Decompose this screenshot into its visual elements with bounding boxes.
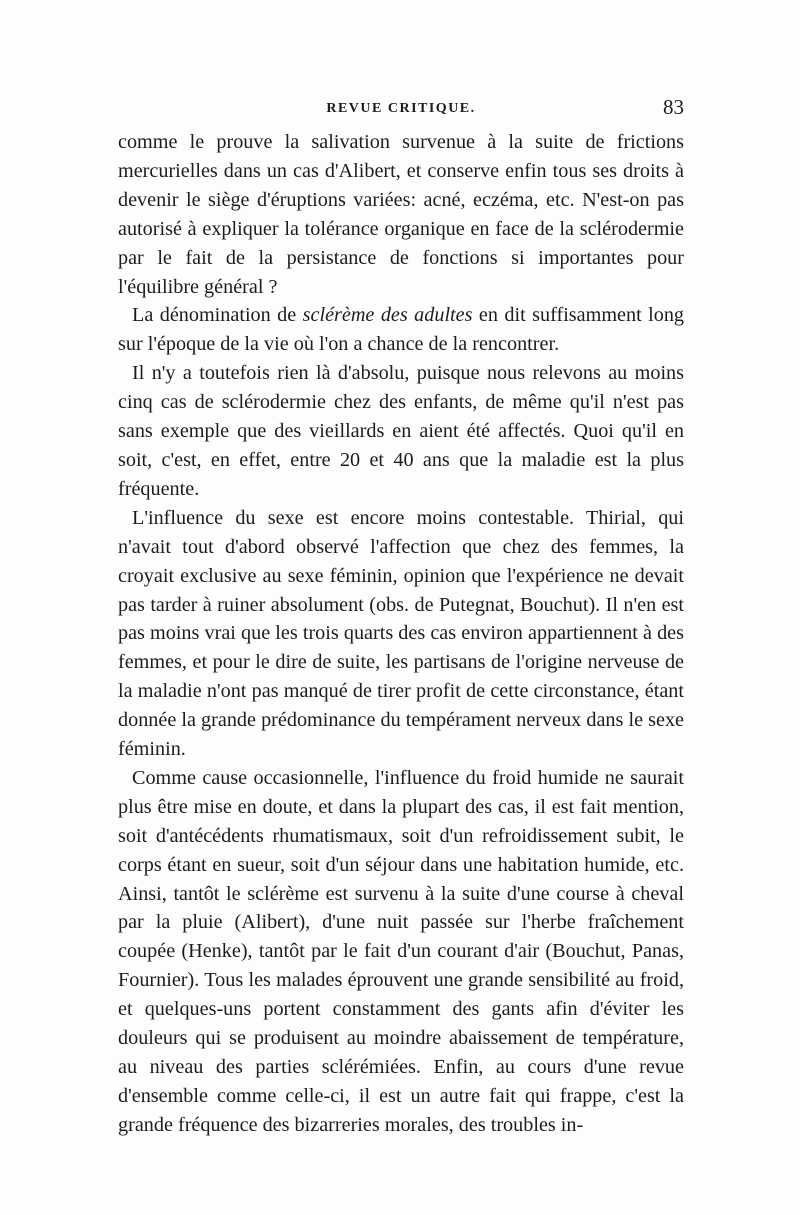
running-title: REVUE CRITIQUE. <box>326 101 476 116</box>
paragraph-2-after: en dit suffisamment long sur l'époque de la vie où l'on a chance de la rencontrer. <box>118 304 685 356</box>
paragraph-2-before: La dénomination de <box>132 304 303 327</box>
paragraph-1-text: comme le prouve la salivation survenue à la suite de frictions mercurielles dans un cas d'Alibert, et conserve enfin tous ses droits à devenir le siège d'éruptions variées: acné, eczéma, etc. N'est-on pas autorisé à expliquer la tolérance organique en face de la sclérodermie par le fait de la persistance de fonctions si importantes pour l'équilibre général ? <box>118 131 684 298</box>
page-number: 83 <box>663 95 684 119</box>
paragraph-5: Comme cause occasionnelle, l'influence du froid humide ne saurait plus être mise en doute, et dans la plupart des cas, il est fait mention, soit d'antécédents rhumatismaux, soit d'un refroidissement subit, le corps étant en sueur, soit d'un séjour dans une habitation humide, etc. Ainsi, tantôt le sclérème est survenu à la suite d'une course à cheval par la pluie (Alibert), d'une nuit passée sur l'herbe fraîchement coupée (Henke), tantôt par le fait d'un courant d'air (Bouchut, Panas, Fournier). Tous les malades éprouvent une grande sensibilité au froid, et quelques-uns portent constamment des gants afin d'éviter les douleurs qui se produisent au moindre abaissement de température, au niveau des parties sclérémiées. Enfin, au cours d'une revue d'ensemble comme celle-ci, il est un autre fait qui frappe, c'est la grande fréquence des bizarreries morales, des troubles in- <box>118 766 684 1136</box>
paragraph-1 <box>118 128 684 301</box>
body-text <box>118 128 684 1140</box>
paragraph-2-italic: sclérème des adultes <box>302 304 473 327</box>
paragraph-3: Il n'y a toutefois rien là d'absolu, puisque nous relevons au moins cinq cas de sclérodermie chez des enfants, de même qu'il n'est pas sans exemple que des vieillards en aient été affectés. Quoi qu'il en soit, c'est, en effet, entre 20 et 40 ans que la maladie est la plus fréquente. <box>118 362 684 500</box>
paragraph-4: L'influence du sexe est encore moins contestable. Thirial, qui n'avait tout d'abord observé l'affection que chez des femmes, la croyait exclusive au sexe féminin, opinion que l'expérience ne devait pas tarder à ruiner absolument (obs. de Putegnat, Bouchut). Il n'en est pas moins vrai que les trois quarts des cas environ appartiennent à des femmes, et pour le dire de suite, les partisans de l'origine nerveuse de la maladie n'ont pas manqué de tirer profit de cette circonstance, étant donnée la grande prédominance du tempérament nerveux dans le sexe féminin. <box>118 506 684 761</box>
paragraph-2 <box>118 301 684 359</box>
page-header <box>118 95 684 125</box>
